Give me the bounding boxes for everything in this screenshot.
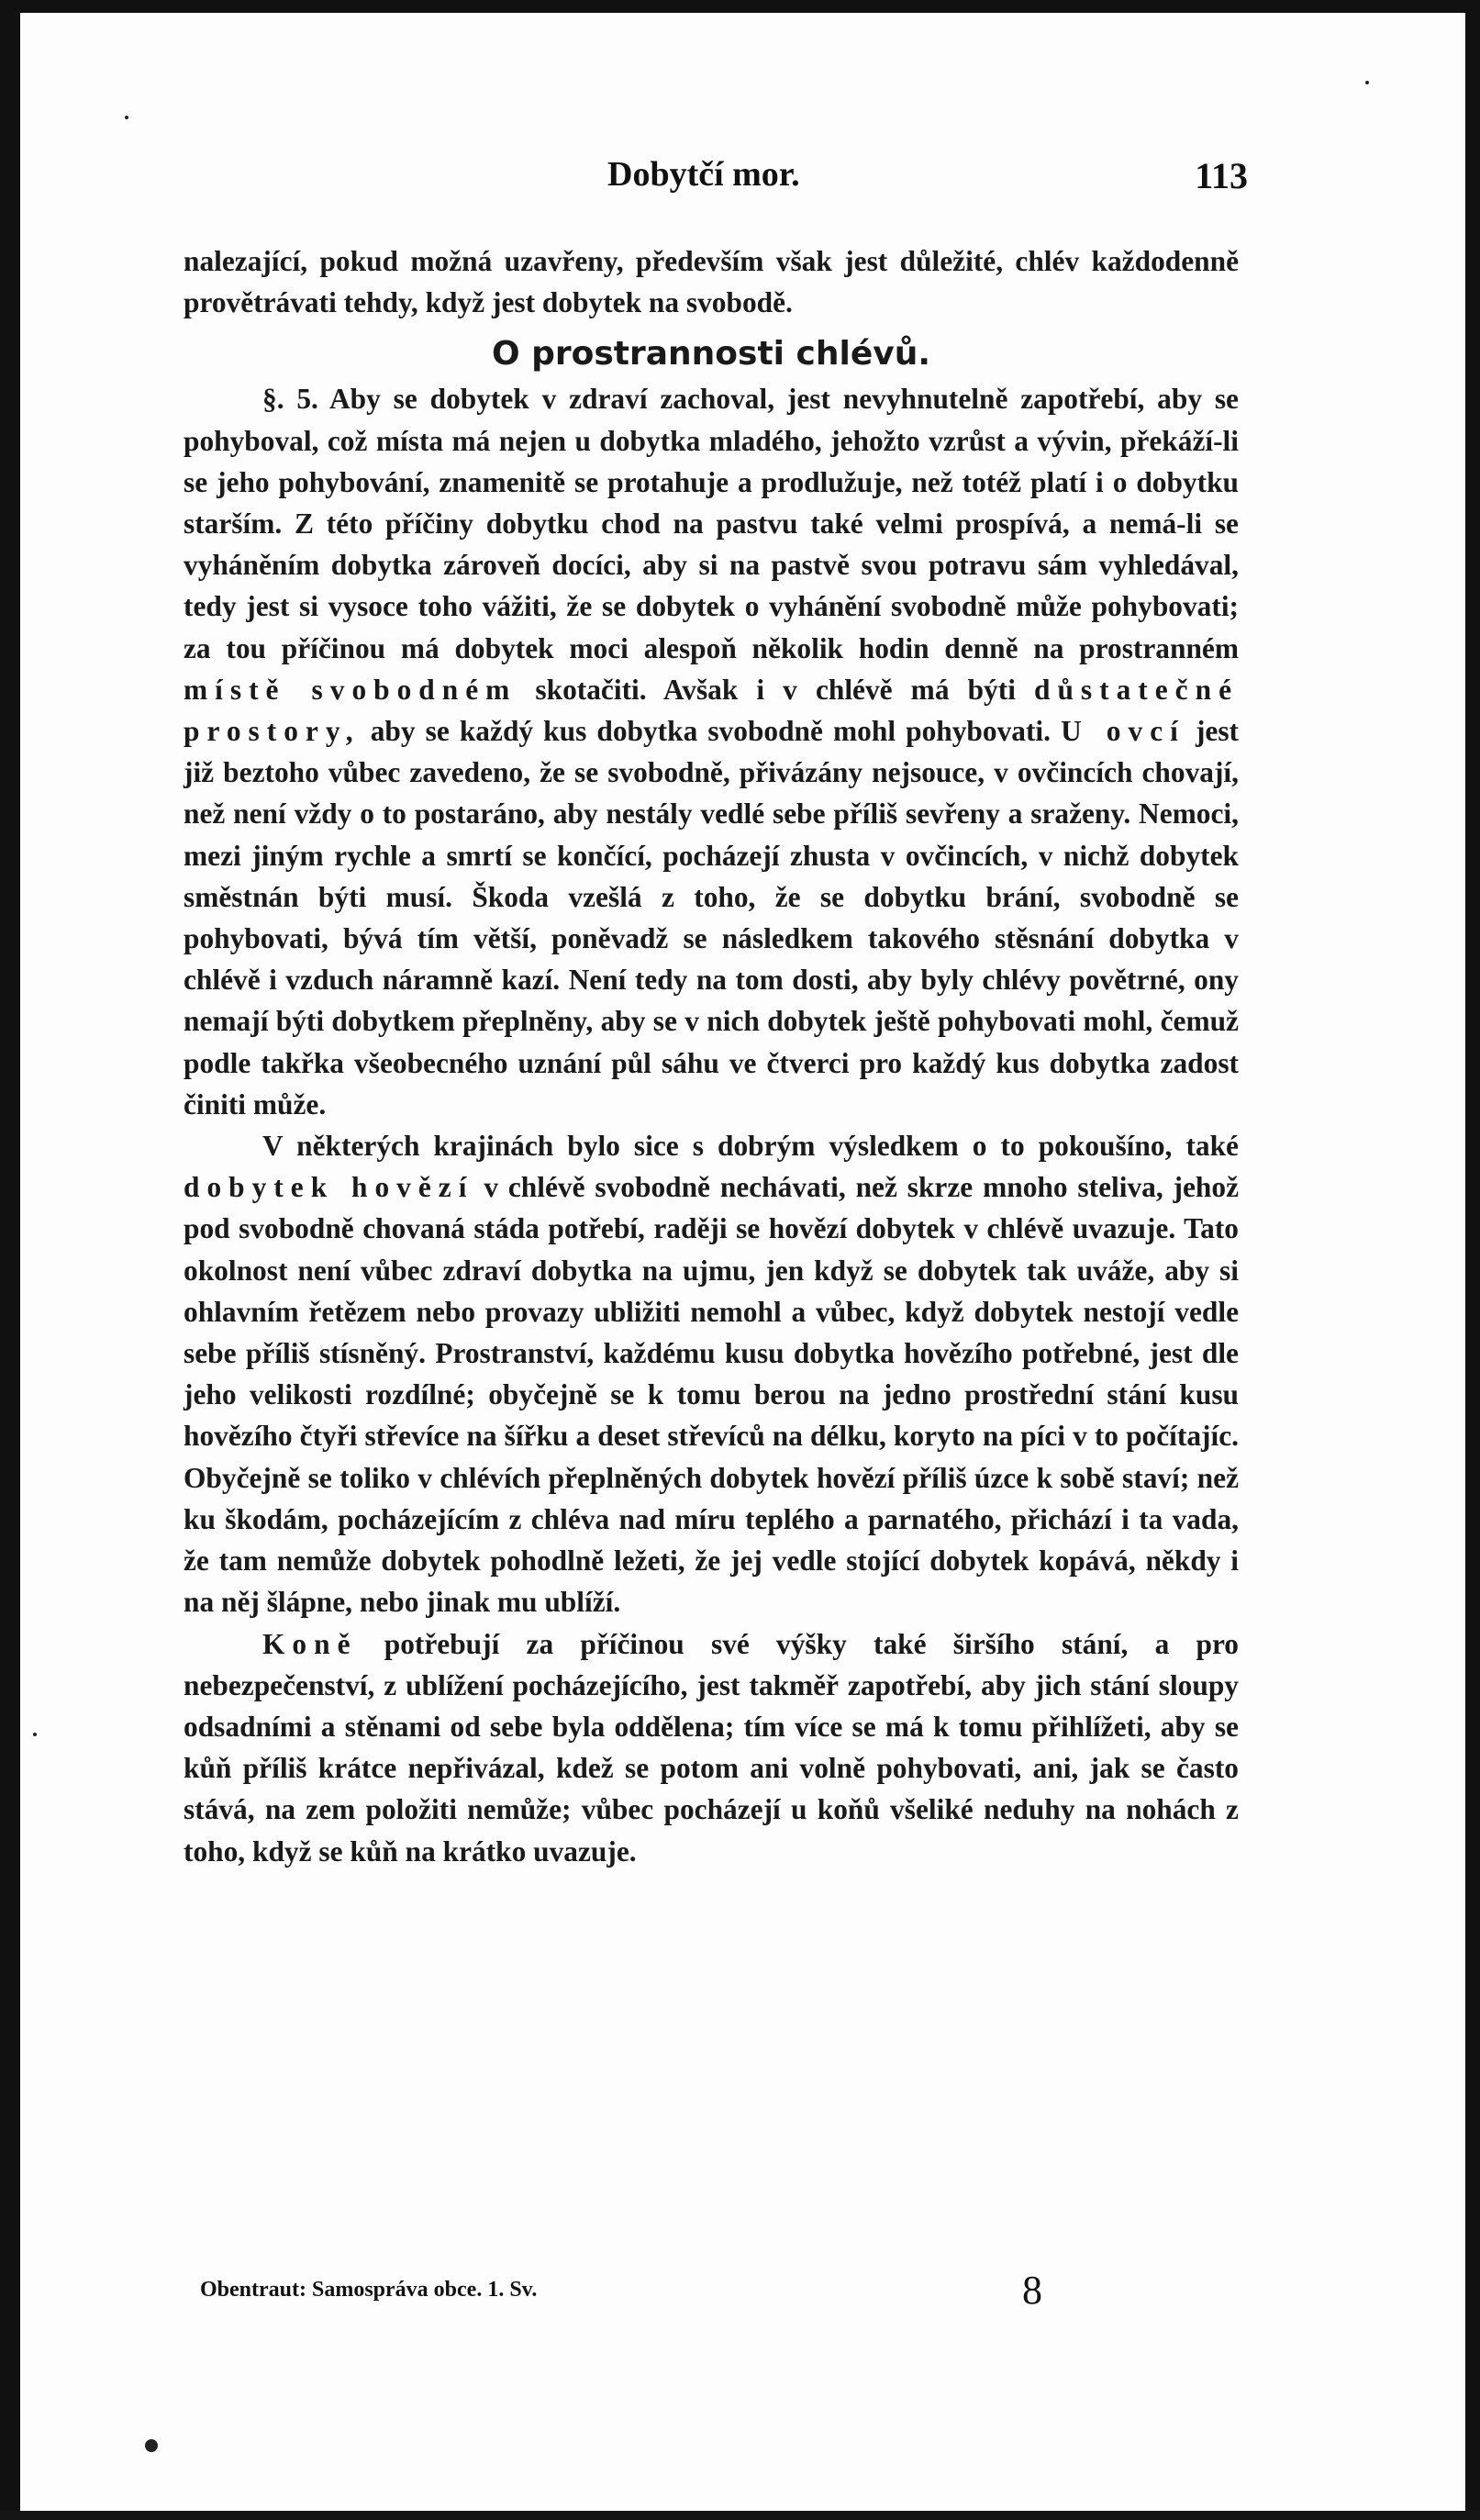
section-heading: O prostrannosti chlévů. xyxy=(491,335,931,374)
text-run: V některých krajinách bylo sice s dobrým výsledkem o to pokoušíno, také xyxy=(262,1130,1239,1163)
scan-edge xyxy=(0,2511,1480,2520)
running-title: Dobytčí mor. xyxy=(607,155,800,194)
page-number: 113 xyxy=(1195,155,1248,196)
text-run: v chlévě svobodně nechávati, než skrze mnoho steliva, jehož pod svobodně chovaná stáda potřebí, raději se hovězí dobytek v chlévě uvazuje. Tato okolnost není vůbec zdraví dobytka na ujmu, jen když se dobytek tak uváže, aby si ohlavním řetězem nebo provazy ubližiti nemohl a vůbec, když dobytek nestojí vedle sebe příliš stísněný. Prostranství, každému kusu dobytka hovězího potřebné, jest dle jeho velikosti rozdílné; obyčejně se k tomu berou na jedno prostřední stání kusu hovězího čtyři střevíce na šířku a deset střevíců na délku, koryto na píci v to počítajíc. Obyčejně se toliko v chlévích přeplněných dobytek hovězí příliš úzce k sobě staví; než ku škodám, pocházejícím z chléva nad míru teplého a parnatého, přichází i ta vada, že tam nemůže dobytek pohodlně ležeti, že jej vedle stojící dobytek kopává, někdy i na něj šlápne, nebo jinak mu ublíží. xyxy=(184,1171,1240,1619)
body-text xyxy=(184,240,1239,1872)
spaced-emphasis: dobytek hovězí xyxy=(184,1171,474,1204)
text-run: §. 5. Aby se dobytek v zdraví zachoval, jest nevyhnutelně zapotřebí, aby se pohyboval, což místa má nejen u dobytka mladého, jehožto vzrůst a vývin, překáží-li se jeho pohybování, znamenitě se protahuje a prodlužuje, než totéž platí i o dobytku starším. Z této příčiny dobytku chod na pastvu také velmi prospívá, a nemá-li se vyháněním dobytka zároveň docíci, aby si na pastvě svou potravu sám vyhledával, tedy jest si vysoce toho vážiti, že se dobytek o vyhánění svobodně může pohybovati; za tou příčinou má dobytek moci alespoň několik hodin denně na prostranném xyxy=(184,383,1239,664)
text-run: aby se každý kus dobytka svobodně mohl pohybovati. xyxy=(370,715,1051,748)
ink-speck xyxy=(145,2439,158,2452)
paragraph-horses xyxy=(184,1623,1239,1872)
signature-mark: 8 xyxy=(1022,2268,1042,2313)
text-run: jest již beztoho vůbec zavedeno, že se svobodně, přivázány nejsouce, v ovčincích chovají, než není vždy o to postaráno, aby nestály vedlé sebe příliš sevřeny a sraženy. Nemoci, mezi jiným rychle a smrtí se končící, pocházejí zhusta v ovčincích, v nichž dobytek směstnán býti musí. Škoda vzešlá z toho, že se dobytku brání, svobodně se pohybovati, bývá tím větší, poněvadž se následkem takového stěsnání dobytka v chlévě i vzduch náramně kazí. Není tedy na tom dosti, aby byly chlévy povětrné, ony nemají býti dobytkem přeplněny, aby se v nich dobytek ještě pohybovati mohl, čemuž podle takřka všeobecného uznání půl sáhu ve čtverci pro každý kus dobytka zadost činiti může. xyxy=(184,715,1239,1121)
ink-speck xyxy=(1365,81,1369,84)
paragraph-continued: nalezající, pokud možná uzavřeny, především však jest důležité, chlév každodenně provětrávati tehdy, když jest dobytek na svobodě. xyxy=(184,245,1239,319)
footer-note: Obentraut: Samospráva obce. 1. Sv. xyxy=(200,2278,538,2302)
spaced-emphasis: Koně xyxy=(262,1627,358,1660)
page-header xyxy=(184,154,1248,209)
page-footer xyxy=(200,2267,1118,2322)
paragraph-cattle xyxy=(184,1125,1239,1622)
spaced-emphasis: U ovcí xyxy=(1061,715,1185,748)
ink-speck xyxy=(33,1733,37,1736)
text-run: potřebují za příčinou své výšky také širšího stání, a pro nebezpečenství, z ublížení pocházejícího, jest takměř zapotřebí, aby jich stání sloupy odsadními a stěnami od sebe byla oddělena; tím více se má k tomu přihlížeti, aby se kůň příliš krátce nepřivázal, kdež se potom ani volně pohybovati, ani, jak se často stává, na zem položiti nemůže; vůbec pocházejí u koňů všeliké neduhy na nohách z toho, když se kůň na krátko uvazuje. xyxy=(184,1627,1240,1868)
ink-speck xyxy=(125,116,128,119)
text-run: skotačiti. Avšak i v chlévě má býti xyxy=(535,673,1016,706)
spaced-emphasis: důstatečné prostory, xyxy=(184,673,1240,748)
paragraph-section-5 xyxy=(184,378,1239,1125)
spaced-emphasis: místě svobodném xyxy=(184,673,517,706)
